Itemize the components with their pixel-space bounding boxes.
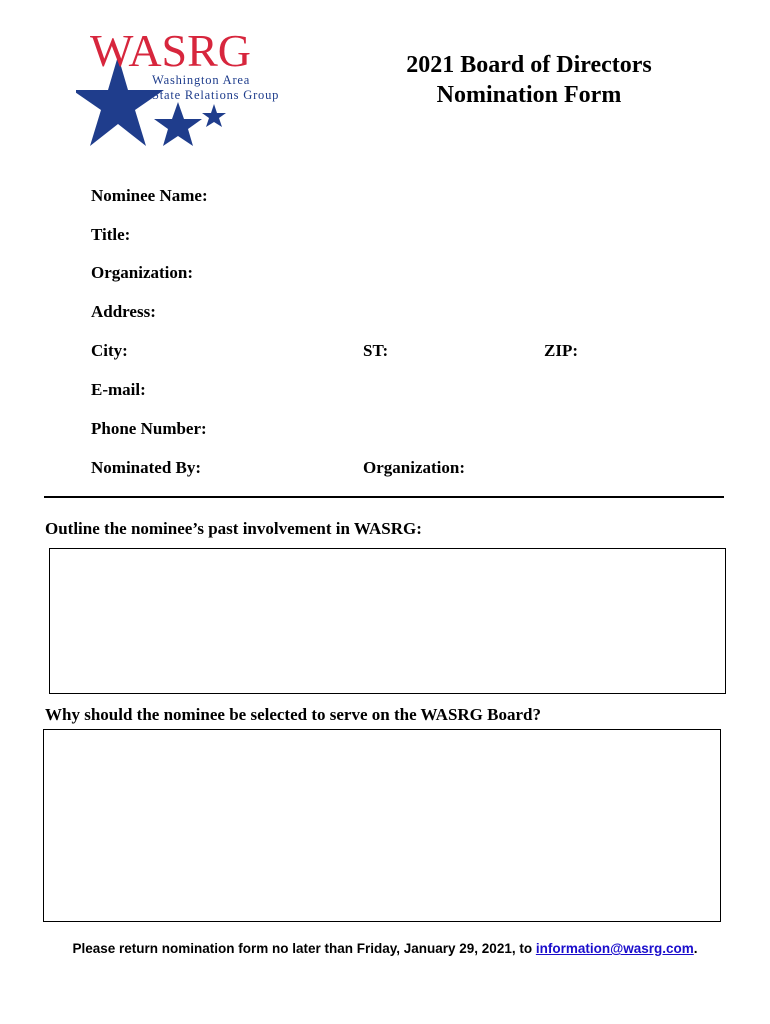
wasrg-logo xyxy=(76,25,326,156)
return-instructions xyxy=(0,941,770,956)
city-label: City: xyxy=(91,341,128,360)
logo-subtitle-line1: Washington Area xyxy=(152,73,251,87)
why-selected-question: Why should the nominee be selected to serve on the WASRG Board? xyxy=(45,705,541,724)
section-divider xyxy=(44,496,724,498)
title-label: Title: xyxy=(91,225,131,244)
why-selected-answer-box[interactable] xyxy=(43,729,721,922)
page-title-line1: 2021 Board of Directors xyxy=(406,52,652,78)
zip-label: ZIP: xyxy=(544,341,578,360)
phone-number-label: Phone Number: xyxy=(91,419,207,438)
nominator-organization-label: Organization: xyxy=(363,458,465,477)
page-title-line2: Nomination Form xyxy=(436,82,622,108)
nominee-name-label: Nominee Name: xyxy=(91,186,208,205)
nominated-by-label: Nominated By: xyxy=(91,458,202,477)
page-title xyxy=(366,50,692,110)
return-instructions-period: . xyxy=(693,941,698,956)
past-involvement-question: Outline the nominee’s past involvement in WASRG: xyxy=(45,519,422,538)
return-instructions-text: Please return nomination form no later than Friday, January 29, 2021, to xyxy=(72,941,536,956)
state-label: ST: xyxy=(363,341,389,360)
logo-subtitle-line2: State Relations Group xyxy=(152,88,280,102)
organization-label: Organization: xyxy=(91,263,193,282)
address-label: Address: xyxy=(91,302,156,321)
email-label: E-mail: xyxy=(91,380,146,399)
contact-email-link[interactable]: information@wasrg.com xyxy=(535,941,694,956)
past-involvement-answer-box[interactable] xyxy=(49,548,726,694)
logo-wordmark: WASRG xyxy=(90,25,252,76)
